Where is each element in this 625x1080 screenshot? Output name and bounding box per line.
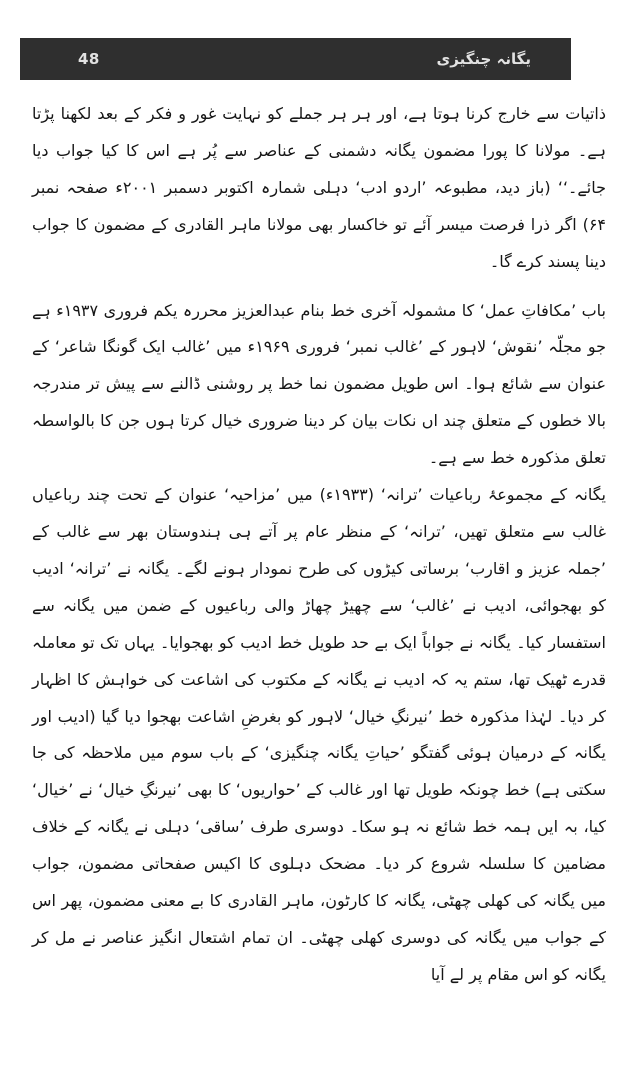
paragraph: باب ’مکافاتِ عمل‘ کا مشمولہ آخری خط بنام عبدالعزیز محررہ یکم فروری ۱۹۳۷ء ہے جو مجلّہ ’نقوش‘ لاہور کے ’غالب نمبر‘ فروری ۱۹۶۹ء میں ’غالب ایک گونگا شاعر‘ کے عنوان سے شائع ہوا۔ اس طویل مضمون نما خط پر روشنی ڈالنے سے پیش تر مندرجہ بالا خطوں کے متعلق چند اں نکات بیان کر دینا ضروری خیال کرتا ہوں جن کا بالواسطہ تعلق مذکورہ خط سے ہے۔: [32, 300, 606, 468]
page-header: [20, 38, 571, 80]
page-number: 48: [78, 50, 100, 68]
paragraph: یگانہ کے مجموعۂ رباعیات ’ترانہ‘ (۱۹۳۳ء) میں ’مزاحیہ‘ عنوان کے تحت چند رباعیاں غالب سے متعلق تھیں، ’ترانہ‘ کے منظر عام پر آتے ہی ہندوستان بھر سے غالب کے ’جملہ عزیز و اقارب‘ برساتی کیڑوں کی طرح نمودار ہونے لگے۔ یگانہ نے ’ترانہ‘ ادیب کو بھجوائی، ادیب نے ’غالب‘ سے چھیڑ چھاڑ والی رباعیوں کے ضمن میں یگانہ سے استفسار کیا۔ یگانہ نے جواباً ایک بے حد طویل خط ادیب کو بھجوایا۔ یہاں تک تو معاملہ قدرے ٹھیک تھا، ستم یہ کہ ادیب نے یگانہ کے مکتوب کی اشاعت کی خواہش کا اظہار کر دیا۔ لہٰذا مذکورہ خط ’نیرنگِ خیال‘ لاہور کو بغرضِ اشاعت بھجوا دیا گیا (ادیب اور یگانہ کے درمیان ہوئی گفتگو ’حیاتِ یگانہ چنگیزی‘ کے باب سوم میں ملاحظہ کی جا سکتی ہے) خط چونکہ طویل تھا اور غالب کے ’حواریوں‘ کا بھی ’نیرنگِ خیال‘ نے ’خیال‘ کیا، بہ ایں ہمہ خط شائع نہ ہو سکا۔ دوسری طرف ’ساقی‘ دہلی نے یگانہ کے خلاف مضامین کا سلسلہ شروع کر دیا۔ مضحک دہلوی کا اکیس صفحاتی مضمون، جواب میں یگانہ کی کھلی چھٹی، یگانہ کا کارٹون، ماہر القادری کا بے معنی مضمون، پھر اس کے جواب میں یگانہ کی دوسری کھلی چھٹی۔ ان تمام اشتعال انگیز عناصر نے مل کر یگانہ کو اس مقام پر لے آیا: [32, 485, 606, 984]
running-title: یگانہ چنگیزی: [436, 50, 531, 68]
paragraph: ذاتیات سے خارج کرنا ہوتا ہے، اور ہر ہر جملے کو نہایت غور و فکر کے بعد لکھنا پڑتا ہے۔ مولانا کا پورا مضمون یگانہ دشمنی کے عناصر سے پُر ہے اس کا کیا جواب دیا جائے۔‘‘ (باز دید، مطبوعہ ’اردو ادب‘ دہلی شمارہ اکتوبر دسمبر ۲۰۰۱ء صفحہ نمبر ۶۴) اگر ذرا فرصت میسر آئے تو خاکسار بھی مولانا ماہر القادری کے مضمون کا جواب دینا پسند کرے گا۔: [32, 104, 607, 271]
body-text: [32, 96, 606, 994]
